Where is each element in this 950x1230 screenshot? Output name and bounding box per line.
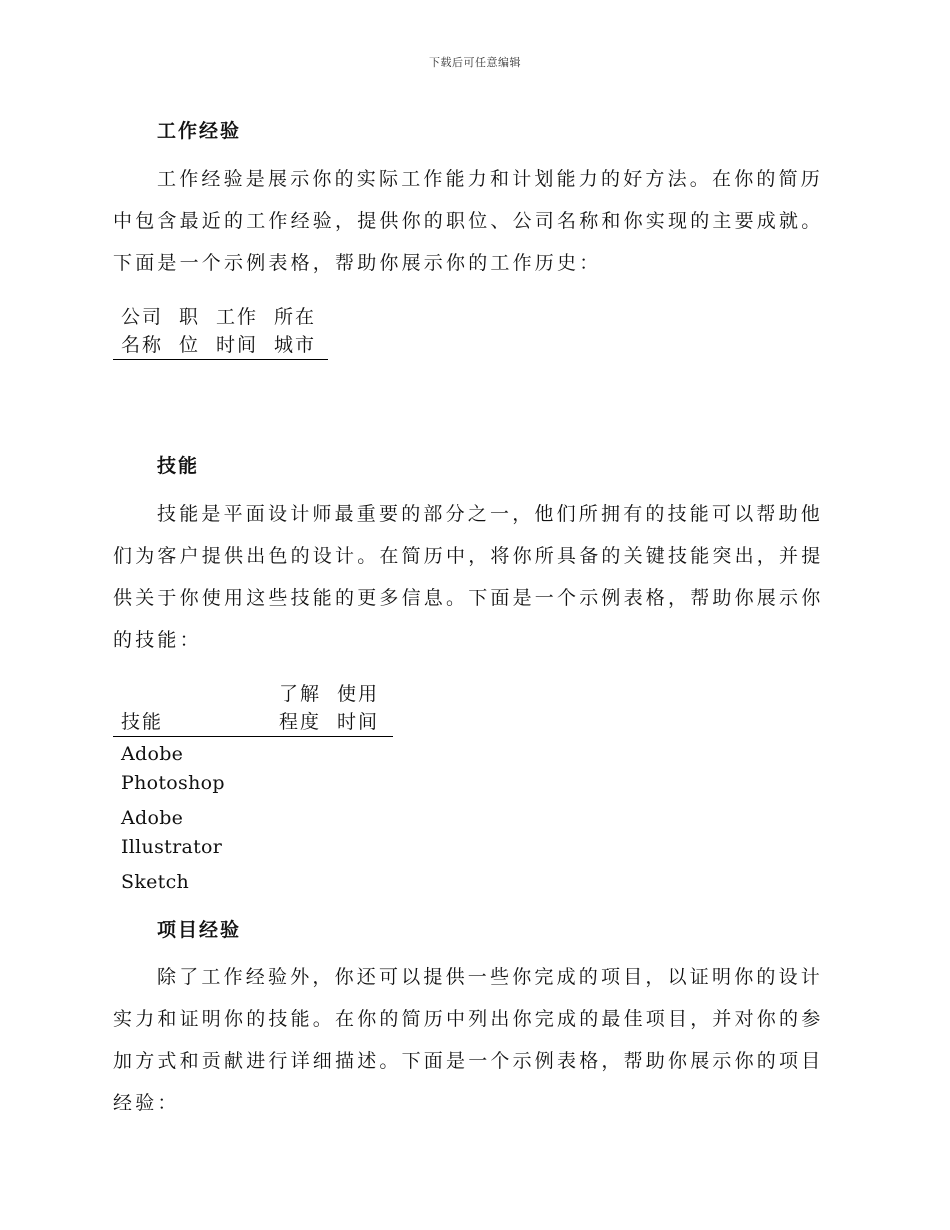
table-row — [113, 865, 393, 900]
skills-header-row — [113, 680, 393, 737]
proficiency-cell — [271, 737, 329, 802]
usage-time-cell — [329, 801, 393, 865]
col-city: 所在 城市 — [274, 306, 317, 356]
usage-time-cell — [329, 737, 393, 802]
skill-name-cell: Adobe Illustrator — [121, 807, 223, 858]
work-history-header-row — [113, 303, 328, 360]
table-row — [113, 737, 393, 802]
projects-paragraph: 除了工作经验外，你还可以提供一些你完成的项目，以证明你的设计实力和证明你的技能。在你的简历中列出你完成的最佳项目，并对你的参加方式和贡献进行详细描述。下面是一个示例表格，帮助你展示你的项目经验： — [113, 966, 824, 1114]
work-experience-paragraph: 工作经验是展示你的实际工作能力和计划能力的好方法。在你的简历中包含最近的工作经验，提供你的职位、公司名称和你实现的主要成就。下面是一个示例表格，帮助你展示你的工作历史： — [113, 168, 824, 274]
skills-heading: 技能 — [157, 455, 200, 477]
col-skill: 技能 — [121, 711, 164, 733]
skills-paragraph: 技能是平面设计师最重要的部分之一，他们所拥有的技能可以帮助他们为客户提供出色的设计。在简历中，将你所具备的关键技能突出，并提供关于你使用这些技能的更多信息。下面是一个示例表格，帮助你展示你的技能： — [113, 503, 824, 651]
col-company-name: 公司 名称 — [121, 306, 164, 356]
skill-name-cell: Adobe Photoshop — [121, 743, 225, 794]
work-history-table — [113, 303, 328, 360]
col-usage-time: 使用 时间 — [337, 683, 380, 733]
col-proficiency: 了解 程度 — [279, 683, 322, 733]
proficiency-cell — [271, 865, 329, 900]
skills-table — [113, 680, 393, 900]
work-experience-heading: 工作经验 — [157, 120, 242, 142]
table-row — [113, 801, 393, 865]
skill-name-cell: Sketch — [121, 871, 190, 893]
projects-heading: 项目经验 — [157, 919, 242, 941]
col-position: 职 位 — [179, 306, 201, 356]
col-work-period: 工作 时间 — [216, 306, 259, 356]
usage-time-cell — [329, 865, 393, 900]
page-header: 下载后可任意编辑 — [429, 56, 521, 69]
proficiency-cell — [271, 801, 329, 865]
